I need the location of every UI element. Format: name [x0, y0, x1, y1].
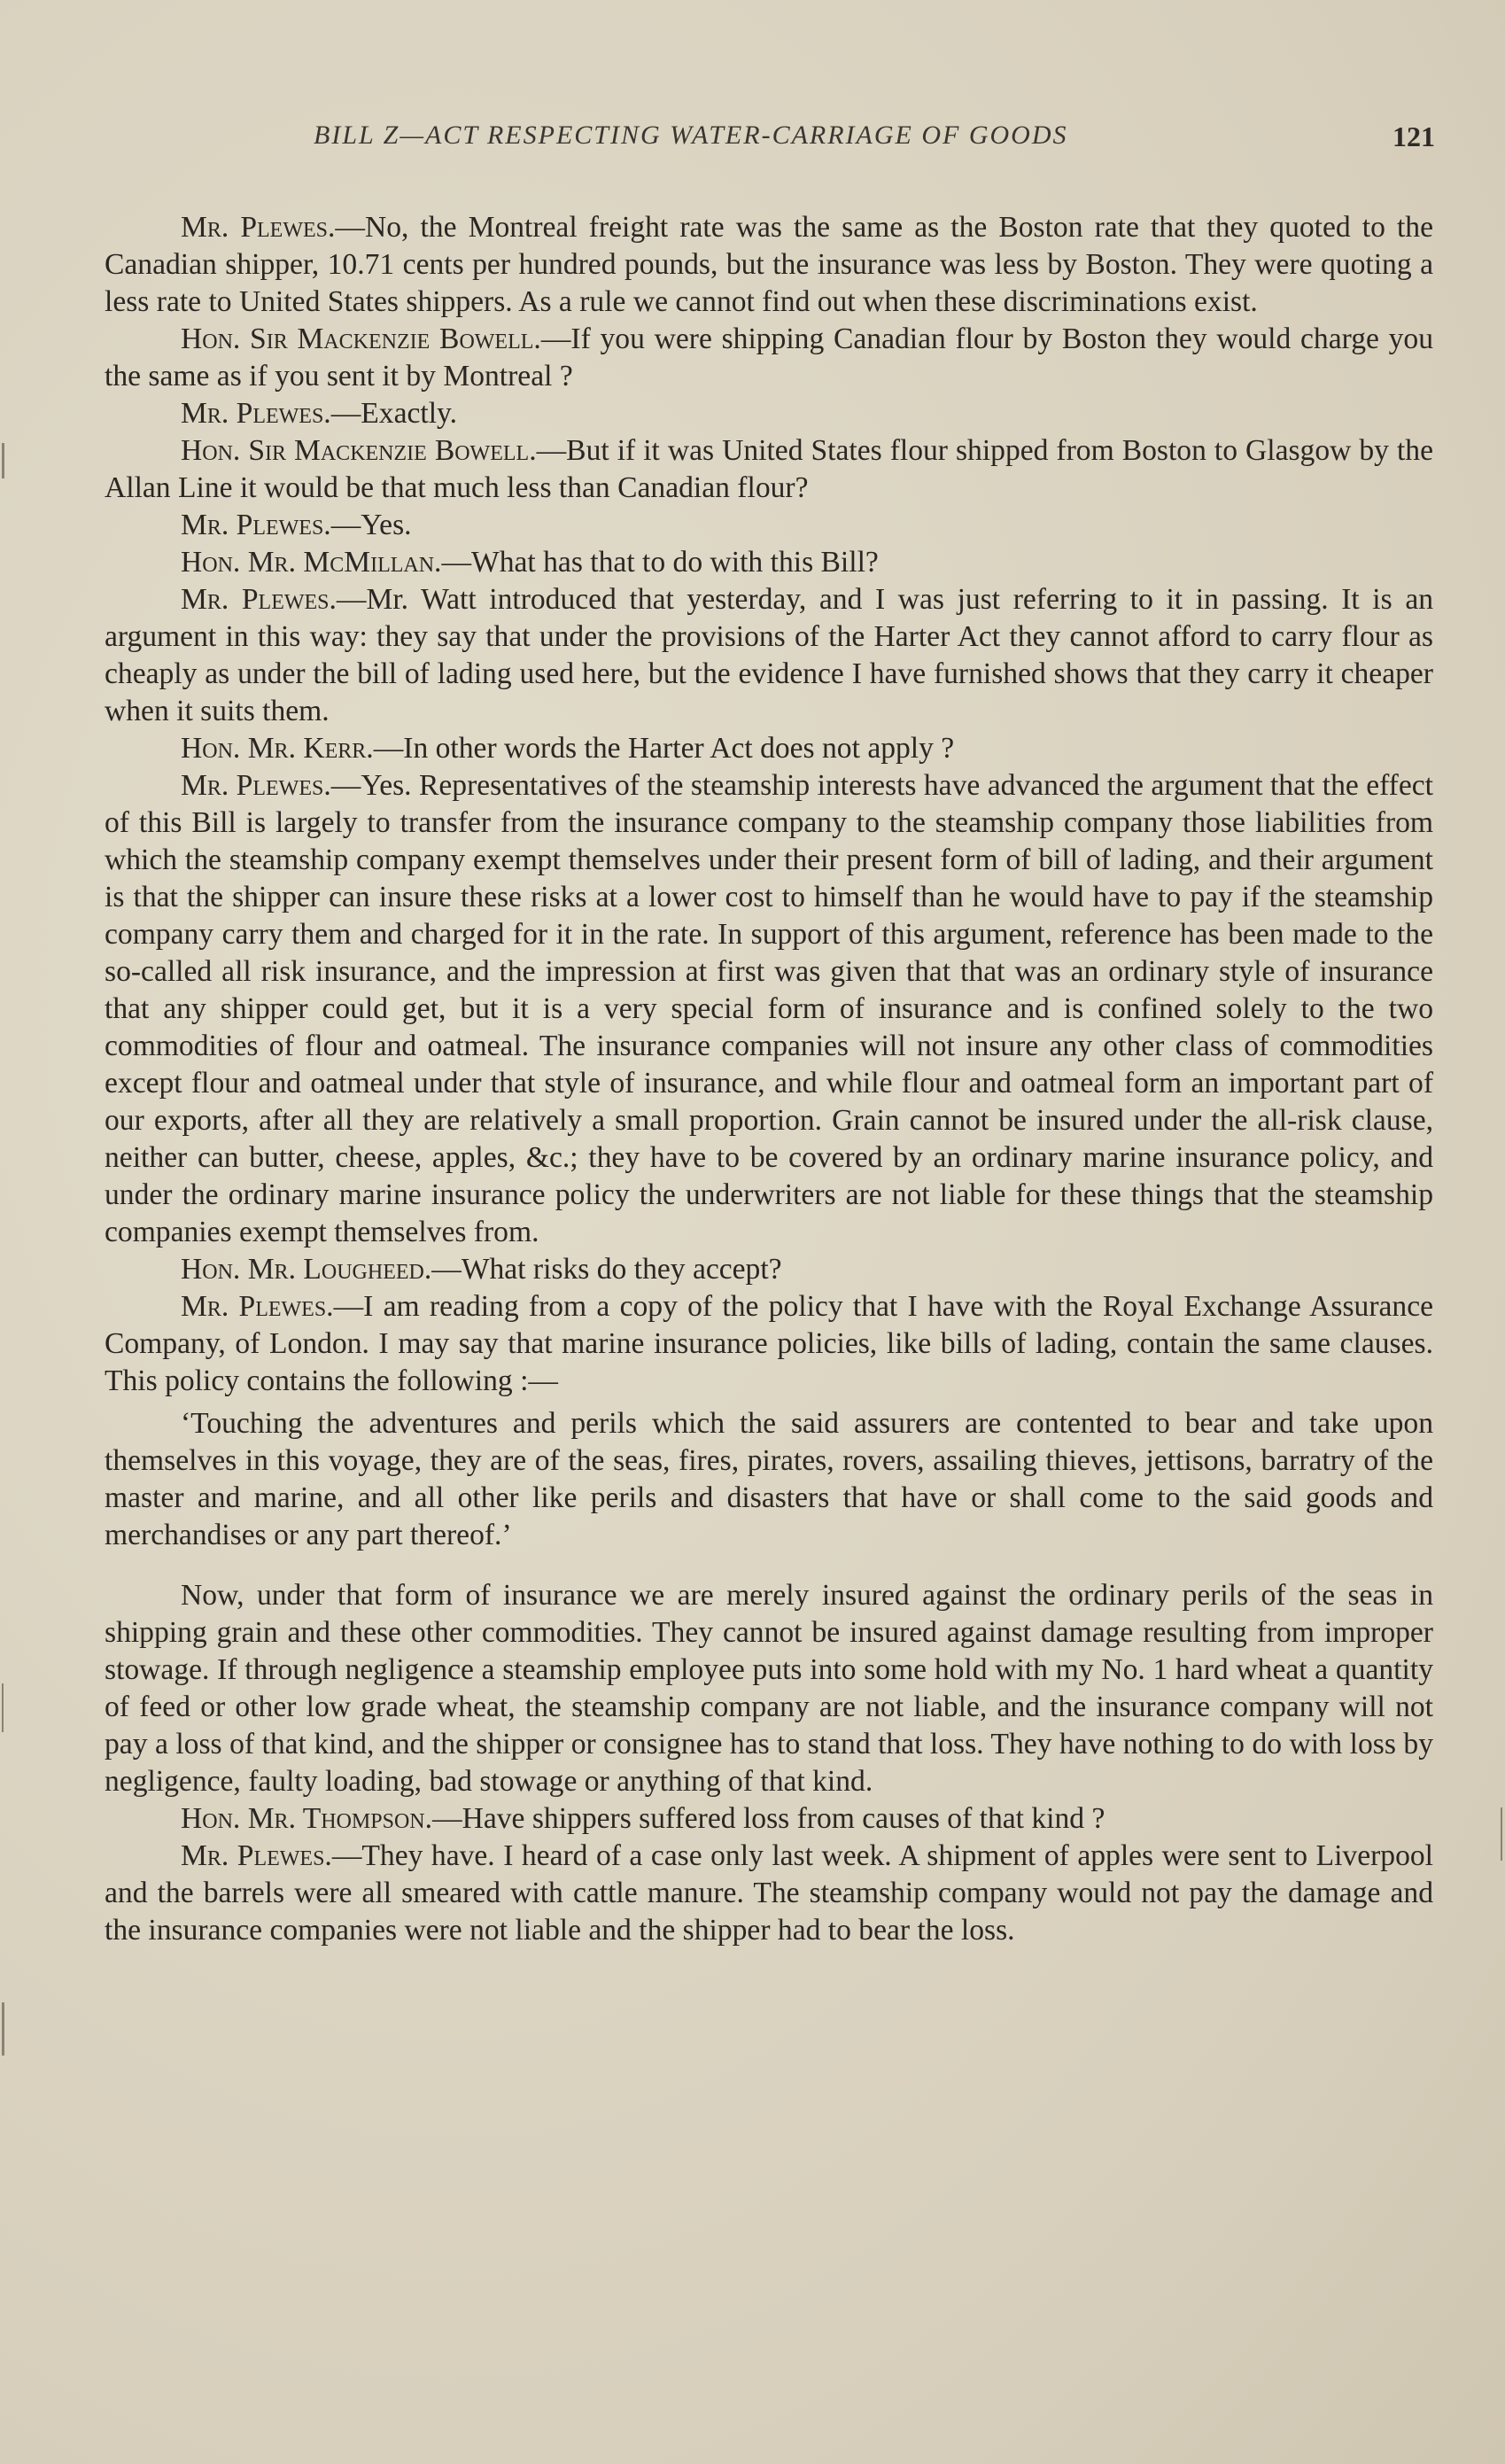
paragraph [105, 730, 1433, 767]
speaker-name: Mr. Plewes. [181, 1839, 332, 1872]
paragraph-text: —In other words the Harter Act does not apply ? [373, 732, 955, 765]
paragraph [105, 1838, 1433, 1949]
speaker-name: Mr. Plewes. [181, 769, 331, 802]
running-title: BILL Z—ACT RESPECTING WATER-CARRIAGE OF GOODS [314, 120, 1068, 150]
left-margin-mark [2, 443, 4, 478]
speaker-name: Hon. Mr. Thompson. [181, 1802, 433, 1835]
body-text [105, 209, 1433, 1949]
paragraph-text: —If you were shipping Canadian flour by Boston they would charge you the same as if you sent it by Montreal ? [105, 323, 1433, 393]
page-header [105, 120, 1435, 165]
speaker-name: Mr. Plewes. [181, 583, 337, 616]
speaker-name: Hon. Mr. McMillan. [181, 546, 442, 579]
paragraph [105, 581, 1433, 730]
paragraph-text: —I am reading from a copy of the policy that I have with the Royal Exchange Assurance Company, of London. I may say that marine insurance policies, like bills of lading, contain the same clauses. This policy contains the following :— [105, 1290, 1434, 1397]
paragraph-text: —But if it was United States flour shipped from Boston to Glasgow by the Allan Line it would be that much less than Canadian flour? [105, 434, 1433, 504]
page-number: 121 [1393, 120, 1435, 152]
speaker-name: Mr. Plewes. [181, 509, 331, 541]
speaker-name: Hon. Sir Mackenzie Bowell. [181, 323, 541, 355]
speaker-name: Hon. Mr. Lougheed. [181, 1253, 432, 1286]
speaker-name: Mr. Plewes. [181, 211, 336, 244]
paragraph-text: —No, the Montreal freight rate was the same as the Boston rate that they quoted to the Canadian shipper, 10.71 cents per hundred pounds, but the insurance was less by Boston. They were quoting a less rate to United States shippers. As a rule we cannot find out when these discriminations exist. [105, 211, 1433, 318]
paragraph-text: —Exactly. [330, 397, 458, 430]
paragraph [105, 1251, 1433, 1288]
speaker-name: Mr. Plewes. [181, 1290, 334, 1323]
paragraph [105, 432, 1433, 507]
paragraph-text: —What risks do they accept? [431, 1253, 782, 1286]
speaker-name: Mr. Plewes. [181, 397, 331, 430]
paragraph-text: —They have. I heard of a case only last week. A shipment of apples were sent to Liverpool and the barrels were all smeared with cattle manure. The steamship company would not pay the damage and the insurance companies were not liable and the shipper had to bear the loss. [105, 1839, 1434, 1947]
paragraph-text: —Yes. [330, 509, 412, 541]
paragraph [105, 209, 1433, 321]
paragraph [105, 395, 1433, 432]
paragraph-text: —Mr. Watt introduced that yesterday, and I was just referring to it in passing. It is an argument in this way: they say that under the provisions of the Harter Act they cannot afford to carry flour as cheaply as under the bill of lading used here, but the evidence I have furnished shows that they carry it cheaper when it suits them. [105, 583, 1434, 727]
paragraph-text: —Yes. Representatives of the steamship interests have advanced the argument that the effect of this Bill is largely to transfer from the insurance company to the steamship company those liabilities from which the steamship company exempt themselves under their present form of bill of lading, and their argument is that the shipper can insure these risks at a lower cost to himself than he would have to pay if the steamship company carry them and charged for it in the rate. In support of this argument, reference has been made to the so-called all risk insurance, and the impression at first was given that that was an ordinary style of insurance that any shipper could get, but it is a very special form of insurance and is confined solely to the two commodities of flour and oatmeal. The insurance companies will not insure any other class of commodities except flour and oatmeal under that style of insurance, and while flour and oatmeal form an important part of our exports, after all they are relatively a small proportion. Grain cannot be insured under the all-risk clause, neither can butter, cheese, apples, &c.; they have to be covered by an ordinary marine insurance policy, and under the ordinary marine insurance policy the underwriters are not liable for these things that the steamship companies exempt themselves from. [105, 769, 1433, 1248]
paragraph-text: —What has that to do with this Bill? [441, 546, 879, 579]
paragraph-text: —Have shippers suffered loss from causes of that kind ? [432, 1802, 1105, 1835]
paragraph [105, 321, 1433, 395]
paragraph [105, 1288, 1433, 1400]
right-margin-mark [1501, 1807, 1502, 1861]
policy-quote: ‘Touching the adventures and perils which the said assurers are contented to bear and take upon themselves in this voyage, they are of the seas, fires, pirates, rovers, assailing thieves, jettisons, barratry of the master and marine, and all other like perils and disasters that have or shall come to the said goods and merchandises or any part thereof.’ [105, 1407, 1433, 1551]
left-margin-mark [2, 2002, 4, 2056]
paragraph [105, 544, 1433, 581]
paragraph-text: Now, under that form of insurance we are merely insured against the ordinary perils of the seas in shipping grain and these other commodities. They cannot be insured against damage resulting from improper stowage. If through negligence a steamship employee puts into some hold with my No. 1 hard wheat a quantity of feed or other low grade wheat, the steamship company are not liable, and the insurance company will not pay a loss of that kind, and the shipper or consignee has to stand that loss. They have nothing to do with loss by negligence, faulty loading, bad stowage or anything of that kind. [105, 1579, 1433, 1798]
paragraph [105, 767, 1433, 1251]
speaker-name: Hon. Sir Mackenzie Bowell. [181, 434, 537, 467]
paragraph [105, 1577, 1433, 1800]
left-margin-mark [2, 1683, 4, 1732]
paragraph [105, 507, 1433, 544]
speaker-name: Hon. Mr. Kerr. [181, 732, 374, 765]
paragraph [105, 1800, 1433, 1838]
